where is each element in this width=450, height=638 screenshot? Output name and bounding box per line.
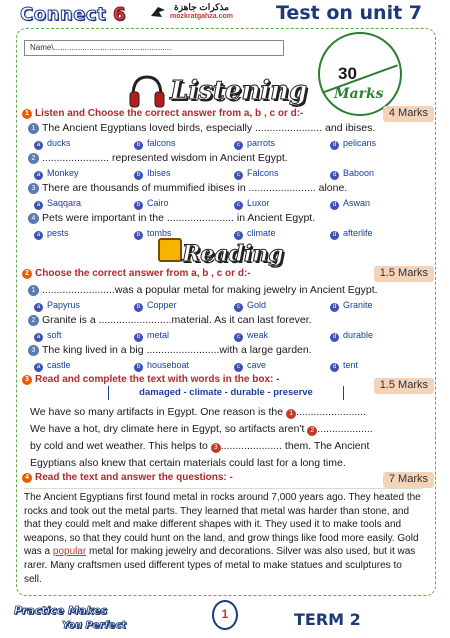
option-letter-icon: d [330, 363, 339, 372]
option-text: Gold [247, 300, 267, 310]
answer-option[interactable] [234, 168, 279, 180]
option-text: falcons [147, 138, 176, 148]
reading-question-1 [28, 284, 378, 296]
option-text: weak [247, 330, 269, 340]
answer-option[interactable] [234, 138, 275, 150]
question-number-icon: 4 [28, 213, 39, 224]
option-letter-icon: d [330, 141, 339, 150]
word-box: damaged - climate - durable - preserve [108, 386, 344, 400]
option-text: cave [247, 360, 267, 370]
answer-option[interactable] [134, 300, 177, 312]
question-number-icon: 1 [28, 123, 39, 134]
answer-option[interactable] [34, 168, 79, 180]
section-number-icon: 1 [22, 109, 32, 119]
option-text: metal [147, 330, 170, 340]
answer-option[interactable] [234, 198, 270, 210]
brand-logo: Connect 6 [20, 4, 126, 25]
option-text: Papyrus [47, 300, 81, 310]
answer-option[interactable] [134, 138, 176, 150]
passage-marks: 7 Marks [383, 472, 434, 488]
question-text: Granite is a .........................material. As it can last forever. [42, 314, 312, 326]
option-text: tent [343, 360, 359, 370]
option-letter-icon: c [234, 363, 243, 372]
listening-question-2 [28, 152, 288, 164]
cloze-text: We have so many artifacts in Egypt. One reason is the 1 ........................ We have a hot, dry climate here in Egypt, so artifacts aren't 2 ................... by cold and wet weather. This helps to 3 ..................... them. The Ancient Egyptians also knew that certain materials could last for a long time. [30, 406, 373, 469]
option-letter-icon: b [134, 201, 143, 210]
listening-banner: Listening [170, 76, 308, 106]
score-label: Marks [334, 86, 384, 102]
option-letter-icon: a [34, 363, 43, 372]
answer-option[interactable] [34, 198, 81, 210]
answer-option[interactable] [330, 228, 373, 240]
listening-question-3 [28, 182, 347, 194]
option-letter-icon: c [234, 201, 243, 210]
option-text: Falcons [247, 168, 279, 178]
listening-question-4 [28, 212, 315, 224]
answer-option[interactable] [34, 138, 71, 150]
option-letter-icon: d [330, 171, 339, 180]
answer-option[interactable] [134, 198, 169, 210]
listening-marks: 4 Marks [383, 106, 434, 122]
option-text: pests [47, 228, 69, 238]
page-number: 1 [212, 600, 238, 630]
section-number-icon: 3 [22, 375, 32, 385]
option-text: ducks [47, 138, 71, 148]
question-number-icon: 2 [28, 153, 39, 164]
reading-question-2 [28, 314, 312, 326]
section-number-icon: 4 [22, 473, 32, 483]
option-letter-icon: a [34, 201, 43, 210]
option-letter-icon: d [330, 231, 339, 240]
score-circle [318, 32, 402, 116]
option-letter-icon: d [330, 333, 339, 342]
question-number-icon: 2 [28, 315, 39, 326]
question-text: There are thousands of mummified ibises in ....................... alone. [42, 182, 348, 194]
reading-banner: Reading [182, 241, 284, 267]
option-letter-icon: c [234, 231, 243, 240]
option-text: afterlife [343, 228, 373, 238]
option-letter-icon: a [34, 303, 43, 312]
name-field[interactable]: Name\..................................................... [24, 40, 284, 56]
listening-question-1 [28, 122, 375, 134]
option-letter-icon: d [330, 303, 339, 312]
question-text: The king lived in a big .........................with a large garden. [42, 344, 312, 356]
reading-passage: The Ancient Egyptians first found metal in rocks around 7,000 years ago. They heated the rocks and took out the metal parts. They learned that metal was harder than stone, and that they could melt and make different shapes with it. They used it to make tools and weapons, so that they could hunt on the land, and grow things like food more easily. Gold was a popular metal for making jewelry and decorations. Silver was also used, but it was rarer. Many craftsmen used different types of metal to make statues and sculptures to sell. [24, 488, 422, 586]
option-letter-icon: a [34, 231, 43, 240]
option-text: Luxor [247, 198, 270, 208]
question-number-icon: 3 [28, 345, 39, 356]
passage-instruction: 4 Read the text and answer the questions: - [22, 472, 233, 483]
option-text: Granite [343, 300, 373, 310]
answer-option[interactable] [234, 360, 266, 372]
option-letter-icon: c [234, 303, 243, 312]
slogan-line-2: You Perfect [62, 620, 127, 631]
cloze-instruction: 3 Read and complete the text with words in the box: - [22, 374, 279, 385]
option-text: durable [343, 330, 374, 340]
section-number-icon: 2 [22, 269, 32, 279]
option-text: Aswan [343, 198, 371, 208]
cloze-marks: 1.5 Marks [374, 378, 434, 394]
answer-option[interactable] [34, 360, 71, 372]
question-text: The Ancient Egyptians loved birds, especially ....................... and ibises. [42, 122, 376, 134]
option-text: Copper [147, 300, 177, 310]
answer-option[interactable] [134, 360, 189, 372]
reading-question-3 [28, 344, 312, 356]
listening-instruction: 1 Listen and Choose the correct answer from a, b , c or d:- [22, 108, 303, 119]
answer-option[interactable] [330, 168, 374, 180]
option-text: Cairo [147, 198, 169, 208]
answer-option[interactable] [330, 300, 373, 312]
blank-number-icon: 2 [307, 426, 317, 436]
question-number-icon: 1 [28, 285, 39, 296]
reading-marks: 1.5 Marks [374, 266, 434, 282]
option-text: Baboon [343, 168, 375, 178]
score-value: 30 [338, 64, 357, 83]
option-text: climate [247, 228, 276, 238]
test-title: Test on unit 7 [276, 2, 423, 24]
option-letter-icon: b [134, 171, 143, 180]
site-logo: مذكرات جاهزة mozkratgahza.com [170, 2, 234, 20]
answer-option[interactable] [34, 228, 69, 240]
option-letter-icon: d [330, 201, 339, 210]
option-letter-icon: b [134, 141, 143, 150]
option-letter-icon: b [134, 303, 143, 312]
option-letter-icon: b [134, 363, 143, 372]
option-letter-icon: c [234, 333, 243, 342]
option-text: houseboat [147, 360, 190, 370]
option-text: Saqqara [47, 198, 82, 208]
option-letter-icon: a [34, 171, 43, 180]
option-letter-icon: b [134, 333, 143, 342]
answer-option[interactable] [134, 168, 171, 180]
option-letter-icon: a [34, 333, 43, 342]
option-text: Monkey [47, 168, 79, 178]
highlighted-word: popular [52, 546, 87, 558]
answer-option[interactable] [234, 330, 268, 342]
answer-option[interactable] [330, 198, 370, 210]
option-text: pelicans [343, 138, 377, 148]
reading-instruction: 2 Choose the correct answer from a, b , c or d:- [22, 268, 251, 279]
book-icon [158, 238, 182, 262]
answer-option[interactable] [330, 330, 373, 342]
answer-option[interactable] [134, 330, 169, 342]
option-text: tombs [147, 228, 172, 238]
headphones-icon [128, 74, 166, 110]
term-label: TERM 2 [294, 610, 361, 629]
blank-number-icon: 1 [286, 409, 296, 419]
blank-number-icon: 3 [211, 443, 221, 453]
option-text: Ibises [147, 168, 171, 178]
bird-logo-icon [150, 4, 166, 20]
answer-option[interactable] [234, 300, 266, 312]
answer-option[interactable] [34, 330, 62, 342]
option-text: parrots [247, 138, 276, 148]
option-letter-icon: a [34, 141, 43, 150]
question-text: .........................was a popular metal for making jewelry in Ancient Egypt. [42, 284, 378, 296]
option-letter-icon: b [134, 231, 143, 240]
option-letter-icon: c [234, 141, 243, 150]
option-text: soft [47, 330, 62, 340]
answer-option[interactable] [330, 360, 358, 372]
slogan-line-1: Practice Makes [14, 604, 108, 617]
question-number-icon: 3 [28, 183, 39, 194]
answer-option[interactable] [234, 228, 276, 240]
question-text: Pets were important in the ....................... in Ancient Egypt. [42, 212, 316, 224]
question-text: ....................... represented wisdom in Ancient Egypt. [42, 152, 288, 164]
answer-option[interactable] [330, 138, 376, 150]
answer-option[interactable] [34, 300, 80, 312]
option-text: castle [47, 360, 71, 370]
option-letter-icon: c [234, 171, 243, 180]
